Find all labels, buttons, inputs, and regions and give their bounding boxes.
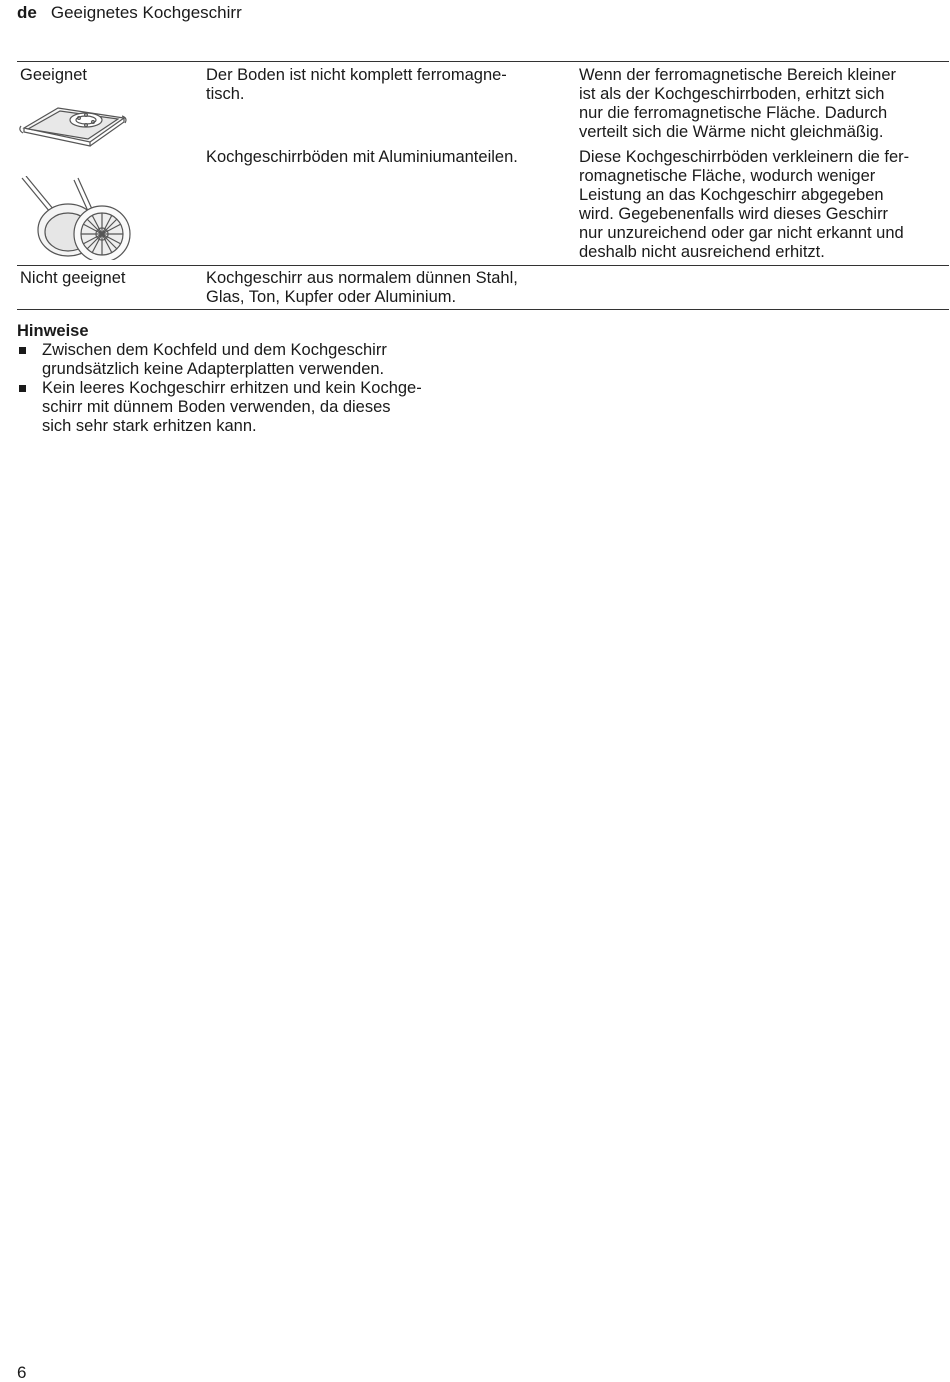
notes-heading: Hinweise bbox=[17, 322, 89, 340]
square-bullet-icon bbox=[19, 385, 26, 392]
table-row-geeignet bbox=[17, 62, 949, 265]
griddle-pan-image bbox=[18, 98, 130, 160]
effect-text: Wenn der ferromagnetische Bereich kleiner ist als der Kochgeschirrboden, erhitzt sich nur die ferromagnetische Fläche. Dadurch verteilt sich die Wärme nicht gleichmäßig. bbox=[579, 66, 897, 141]
square-bullet-icon bbox=[19, 347, 26, 354]
list-item bbox=[17, 379, 477, 436]
note-text: Zwischen dem Kochfeld und dem Kochgeschirr grundsätzlich keine Adapterplatten verwenden. bbox=[42, 341, 387, 378]
notes-list bbox=[17, 341, 477, 436]
page-number: 6 bbox=[17, 1363, 27, 1382]
effect-text: Diese Kochgeschirrböden verkleinern die fer- romagnetische Fläche, wodurch weniger Leistung an das Kochgeschirr abgegeben wird. Gegebenenfalls wird dieses Geschirr nur unzureichend oder gar nicht erkannt und deshalb nicht ausreichend erhitzt. bbox=[579, 148, 910, 261]
section-title: Geeignetes Kochgeschirr bbox=[50, 3, 242, 22]
cookware-table bbox=[17, 61, 949, 310]
condition-text: Der Boden ist nicht komplett ferromagne- tisch. bbox=[206, 66, 507, 103]
note-text: Kein leeres Kochgeschirr erhitzen und kein Kochge- schirr mit dünnem Boden verwenden, da dieses sich sehr stark erhitzen kann. bbox=[42, 379, 422, 435]
language-code: de bbox=[17, 3, 37, 22]
category-label: Nicht geeignet bbox=[20, 269, 126, 287]
list-item bbox=[17, 341, 477, 379]
notes-section bbox=[17, 322, 477, 436]
page-header bbox=[17, 3, 242, 22]
condition-text: Kochgeschirr aus normalem dünnen Stahl, Glas, Ton, Kupfer oder Aluminium. bbox=[206, 269, 518, 306]
table-row-nicht-geeignet bbox=[17, 265, 949, 310]
frying-pan-image bbox=[18, 176, 138, 260]
condition-text: Kochgeschirrböden mit Aluminiumanteilen. bbox=[206, 148, 518, 166]
category-label: Geeignet bbox=[20, 66, 87, 84]
